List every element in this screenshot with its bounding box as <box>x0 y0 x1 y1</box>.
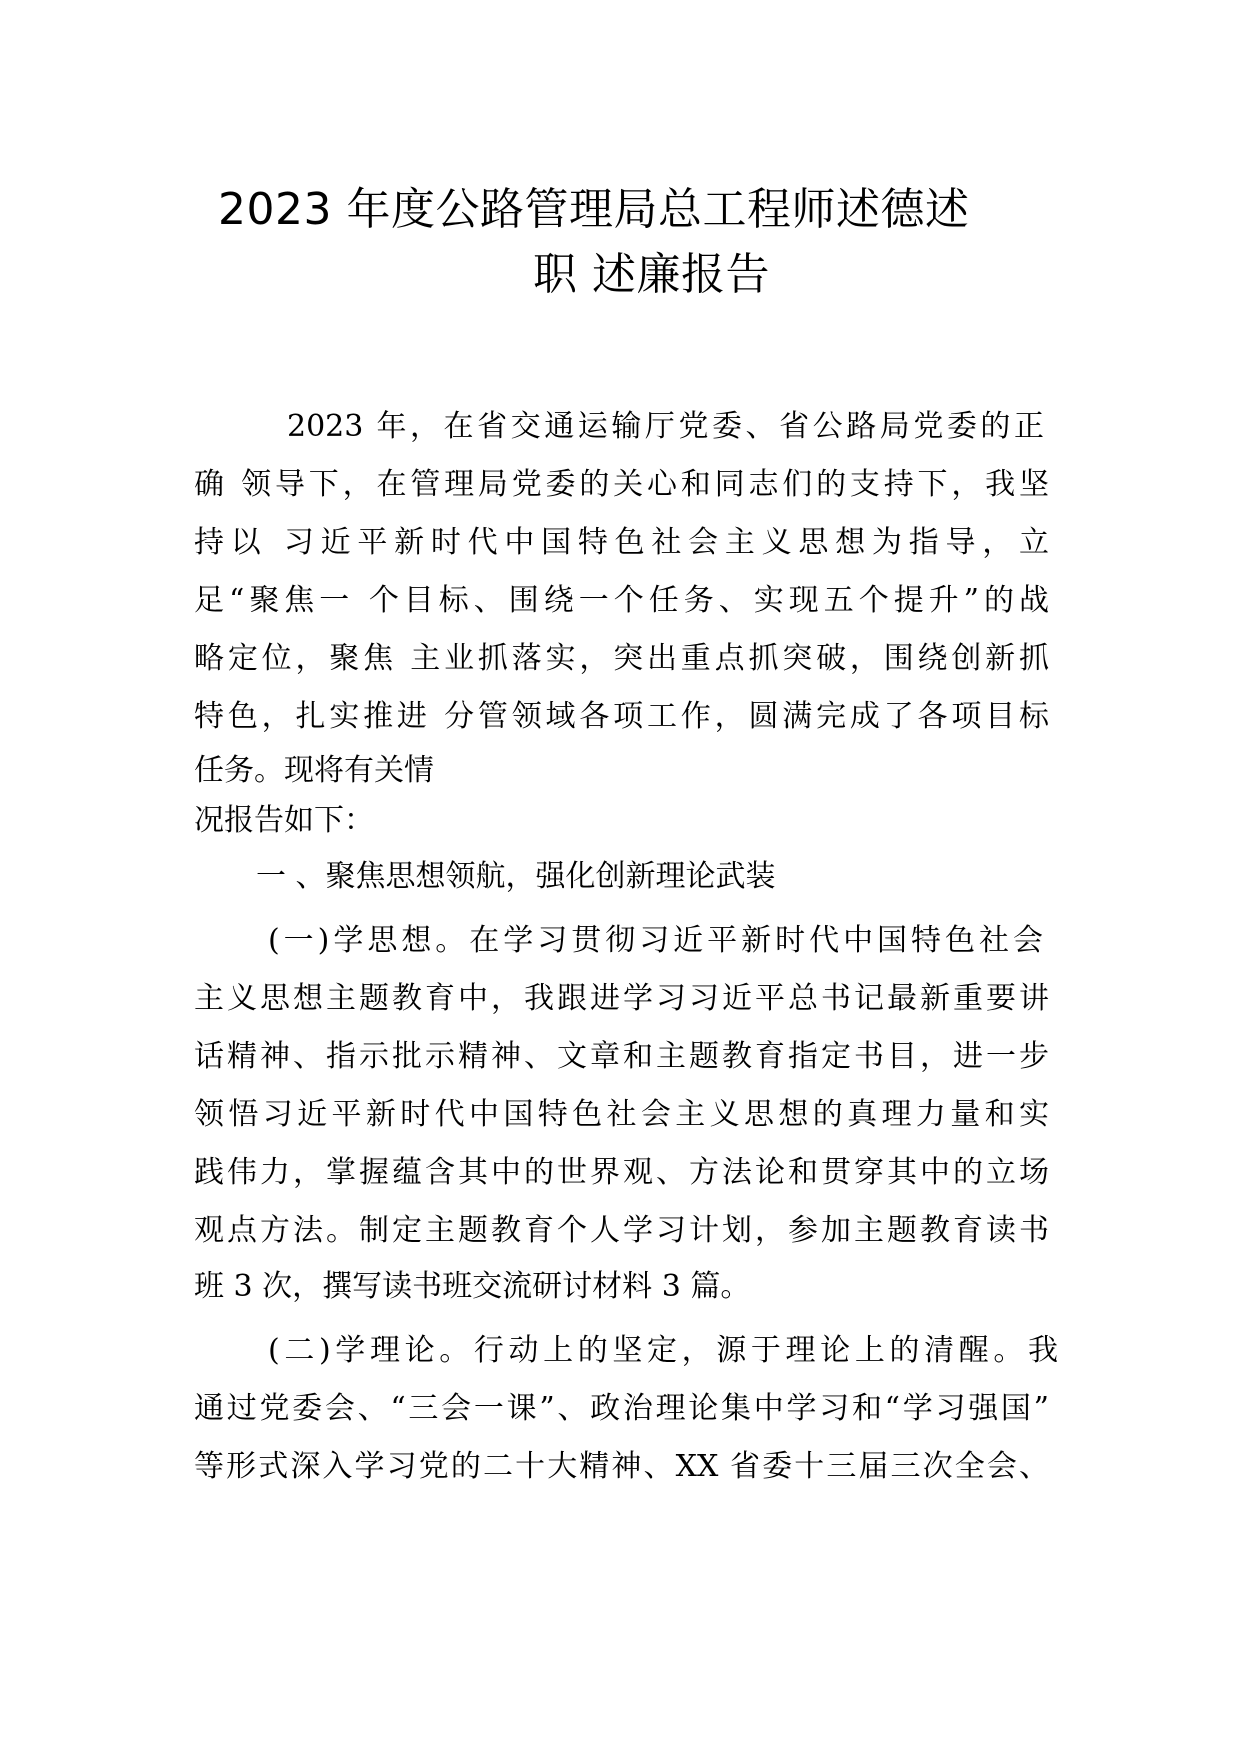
section-heading-1: 一 、聚焦思想领航，强化创新理论武装 <box>256 859 776 894</box>
paragraph-1-line-2: 确 领导下，在管理局党委的关心和同志们的支持下，我坚 <box>194 467 1049 502</box>
paragraph-2-line-3: 话精神、指示批示精神、文章和主题教育指定书目，进一步 <box>194 1039 1049 1074</box>
paragraph-2-line-4: 领悟习近平新时代中国特色社会主义思想的真理力量和实 <box>194 1097 1049 1132</box>
paragraph-3-line-1: (二)学理论。行动上的坚定，源于理论上的清醒。我 <box>268 1333 1058 1368</box>
paragraph-3-line-3: 等形式深入学习党的二十大精神、XX 省委十三届三次全会、 <box>194 1449 1049 1484</box>
paragraph-1-line-3: 持以 习近平新时代中国特色社会主义思想为指导，立 <box>194 525 1049 560</box>
paragraph-2-line-1: (一)学思想。在学习贯彻习近平新时代中国特色社会 <box>268 923 1043 958</box>
paragraph-2-line-6: 观点方法。制定主题教育个人学习计划，参加主题教育读书 <box>194 1213 1049 1248</box>
paragraph-1-line-8: 况报告如下： <box>194 803 374 838</box>
paragraph-1-line-6: 特色，扎实推进 分管领域各项工作，圆满完成了各项目标 <box>194 699 1049 734</box>
document-title-line-2: 职 述廉报告 <box>533 249 770 300</box>
paragraph-3-line-2: 通过党委会、“三会一课”、政治理论集中学习和“学习强国” <box>194 1391 1049 1426</box>
paragraph-2-line-7: 班 3 次，撰写读书班交流研讨材料 3 篇。 <box>194 1269 751 1304</box>
paragraph-1-line-5: 略定位，聚焦 主业抓落实，突出重点抓突破，围绕创新抓 <box>194 641 1049 676</box>
document-title-line-1: 2023 年度公路管理局总工程师述德述 <box>218 184 970 235</box>
paragraph-2-line-5: 践伟力，掌握蕴含其中的世界观、方法论和贯穿其中的立场 <box>194 1155 1049 1190</box>
paragraph-1-line-1: 2023 年，在省交通运输厅党委、省公路局党委的正 <box>287 409 1044 444</box>
paragraph-2-line-2: 主义思想主题教育中，我跟进学习习近平总书记最新重要讲 <box>194 981 1049 1016</box>
paragraph-1-line-7: 任务。现将有关情 <box>194 753 434 788</box>
paragraph-1-line-4: 足“聚焦一 个目标、围绕一个任务、实现五个提升”的战 <box>194 583 1049 618</box>
